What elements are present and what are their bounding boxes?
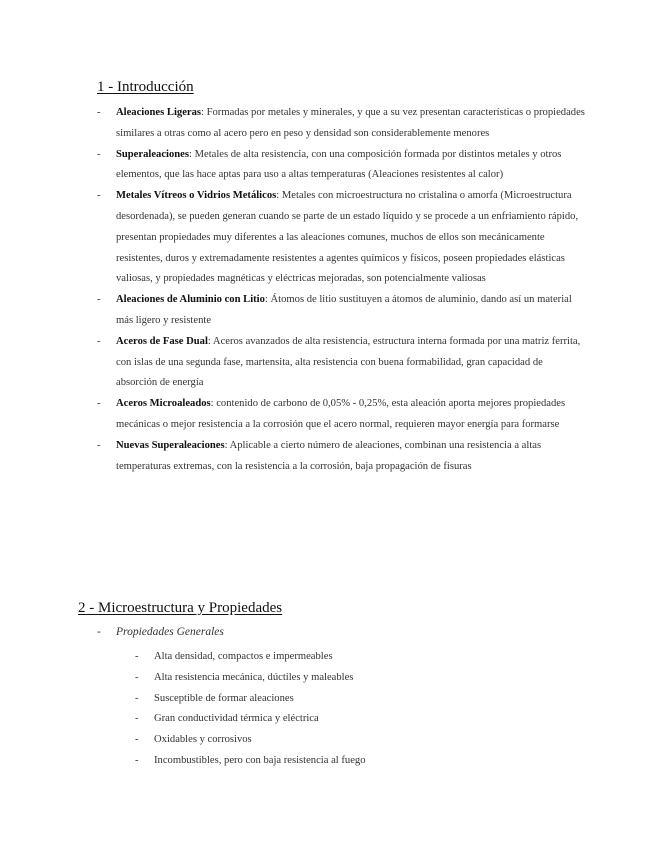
item-text: : Formadas por metales y minerales, y que a su vez presentan características o propiedades similares a otras como al acero pero en peso y densidad son considerablemente menores [116, 107, 585, 139]
list-item: - Gran conductividad térmica y eléctrica [135, 709, 535, 730]
item-term: Aceros Microaleados [116, 398, 211, 410]
item-term: Aleaciones de Aluminio con Litio [116, 294, 265, 306]
section-1-heading: 1 - Introducción [97, 79, 194, 95]
list-item: - Incombustibles, pero con baja resistencia al fuego [135, 751, 535, 772]
item-text: : Aplicable a cierto número de aleaciones, combinan una resistencia a altas temperaturas extremas, con la resistencia a la corrosión, baja propagación de fisuras [116, 439, 542, 472]
item-text: : Aceros avanzados de alta resistencia, estructura interna formada por una matriz ferrita, con islas de una segunda fase, martensita, alta resistencia con buena formabilidad, gran capacidad de absorción de energía [116, 335, 581, 389]
section-2-heading: 2 - Microestructura y Propiedades [78, 600, 283, 616]
item-term: Nuevas Superaleaciones [116, 439, 225, 451]
list-item [97, 103, 585, 145]
list-item: - Susceptible de formar aleaciones [135, 689, 535, 710]
item-text: : contenido de carbono de 0,05% - 0,25%, esta aleación aporta mejores propiedades mecánicas o mejor resistencia a la corrosión que el acero normal, requieren mayor energía para formarse [116, 398, 566, 430]
list-item [97, 394, 585, 436]
item-text: : Átomos de litio sustituyen a átomos de aluminio, dando así un material más ligero y resistente [116, 294, 572, 326]
list-item [97, 332, 585, 394]
properties-subheading: - Propiedades Generales [97, 626, 224, 638]
list-item: - Alta densidad, compactos e impermeables [135, 647, 535, 668]
item-term: Metales Vítreos o Vidrios Metálicos [116, 190, 277, 202]
list-item [97, 436, 585, 478]
item-text: : Metales de alta resistencia, con una composición formada por distintos metales y otros elementos, que las hace aptas para uso a altas temperaturas (Aleaciones resistentes al calor) [116, 148, 562, 181]
list-item: - Oxidables y corrosivos [135, 730, 535, 751]
list-item [97, 145, 585, 187]
section-1-list [97, 103, 585, 477]
properties-list [135, 647, 535, 772]
list-item: - Alta resistencia mecánica, dúctiles y maleables [135, 668, 535, 689]
item-text: : Metales con microestructura no cristalina o amorfa (Microestructura desordenada), se pueden generan cuando se parte de un estado líquido y se procede a un enfriamiento rápido, presentan propiedades muy diferentes a las aleaciones comunes, muchos de ellos son mecánicamente resistentes, duros y extremadamente resistentes a agentes químicos y físicos, poseen propiedades elásticas valiosas, y propiedades magnéticas y eléctricas mejoradas, son potencialmente valiosas [116, 190, 579, 285]
item-term: Aleaciones Ligeras [116, 107, 202, 118]
item-term: Superaleaciones [116, 148, 189, 160]
list-item [97, 290, 585, 332]
item-term: Aceros de Fase Dual [116, 335, 208, 347]
list-item [97, 186, 585, 290]
